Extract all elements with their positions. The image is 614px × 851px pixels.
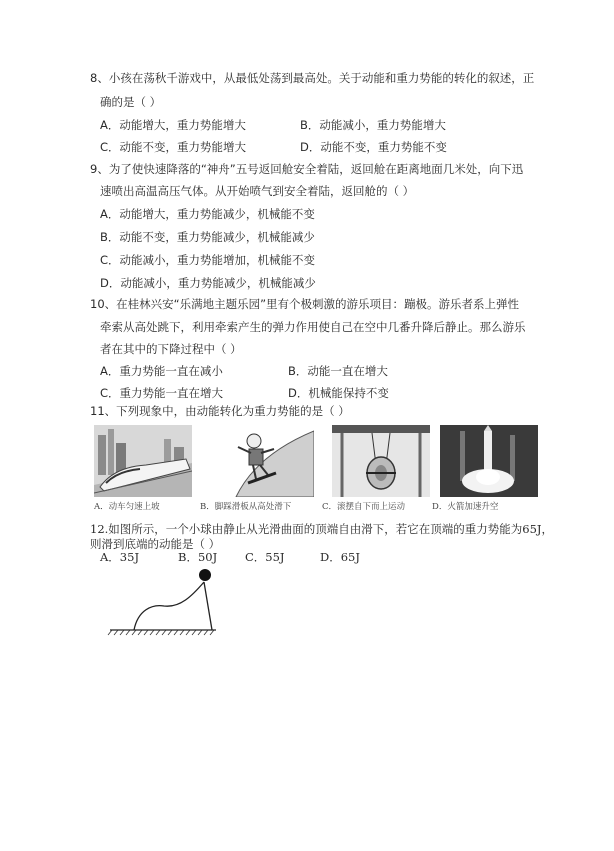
q12-option-d: D．65J: [320, 550, 360, 564]
q9-option-c: C．动能减小，重力势能增加，机械能不变: [100, 253, 316, 267]
q11-stem: 11、下列现象中，由动能转化为重力势能的是（ ）: [90, 404, 350, 418]
q11-caption-b: B．脚踩滑板从高处滑下: [200, 502, 292, 512]
q9-stem-line2: 速喷出高温高压气体。从开始喷气到安全着陆，返回舱的（ ）: [100, 184, 415, 198]
q8-stem-line2: 确的是（ ）: [100, 95, 162, 109]
train-uphill-image: [94, 425, 192, 497]
q12-stem-line2: 则滑到底端的动能是（ ）: [90, 537, 221, 551]
q12-option-b: B．50J: [178, 550, 218, 564]
q9-option-a: A．动能增大，重力势能减少，机械能不变: [100, 207, 315, 221]
q10-option-b: B．动能一直在增大: [288, 364, 388, 378]
rocket-launch-image: [440, 425, 538, 497]
q10-stem-line3: 者在其中的下降过程中（ ）: [100, 342, 242, 356]
q10-option-c: C．重力势能一直在增大: [100, 386, 224, 400]
q9-option-d: D．动能减小，重力势能减少，机械能减少: [100, 276, 316, 290]
q11-caption-a: A．动车匀速上坡: [94, 502, 160, 512]
maxwell-pendulum-image: [332, 425, 430, 497]
q12-option-a: A．35J: [100, 550, 140, 564]
q10-option-d: D．机械能保持不变: [288, 386, 389, 400]
q10-stem-line2: 牵索从高处跳下，利用牵索产生的弹力作用使自己在空中几番升降后静止。那么游乐: [100, 320, 526, 334]
q10-stem-line1: 10、在桂林兴安“乐满地主题乐园”里有个极刺激的游乐项目：蹦极。游乐者系上弹性: [90, 297, 520, 311]
q8-stem-line1: 8、小孩在荡秋千游戏中，从最低处荡到最高处。关于动能和重力势能的转化的叙述，正: [90, 71, 535, 85]
skateboarder-image: [216, 425, 314, 497]
q8-option-c: C．动能不变，重力势能增大: [100, 140, 247, 154]
q8-option-a: A．动能增大，重力势能增大: [100, 118, 246, 132]
q10-option-a: A．重力势能一直在减小: [100, 364, 223, 378]
curved-surface-diagram: [104, 566, 224, 636]
q12-option-c: C．55J: [245, 550, 285, 564]
ball: [199, 569, 211, 581]
q8-option-d: D．动能不变，重力势能不变: [300, 140, 447, 154]
q9-stem-line1: 9、为了使快速降落的“神舟”五号返回舱安全着陆，返回舱在距离地面几米处，向下迅: [90, 162, 524, 176]
q8-option-b: B．动能减小，重力势能增大: [300, 118, 446, 132]
q12-stem-line1: 12.如图所示，一个小球由静止从光滑曲面的顶端自由滑下，若它在顶端的重力势能为65J，: [90, 522, 554, 536]
q11-caption-d: D．火箭加速升空: [432, 502, 499, 512]
q11-caption-c: C．滚摆自下而上运动: [322, 502, 406, 512]
q9-option-b: B．动能不变，重力势能减少，机械能减少: [100, 230, 315, 244]
